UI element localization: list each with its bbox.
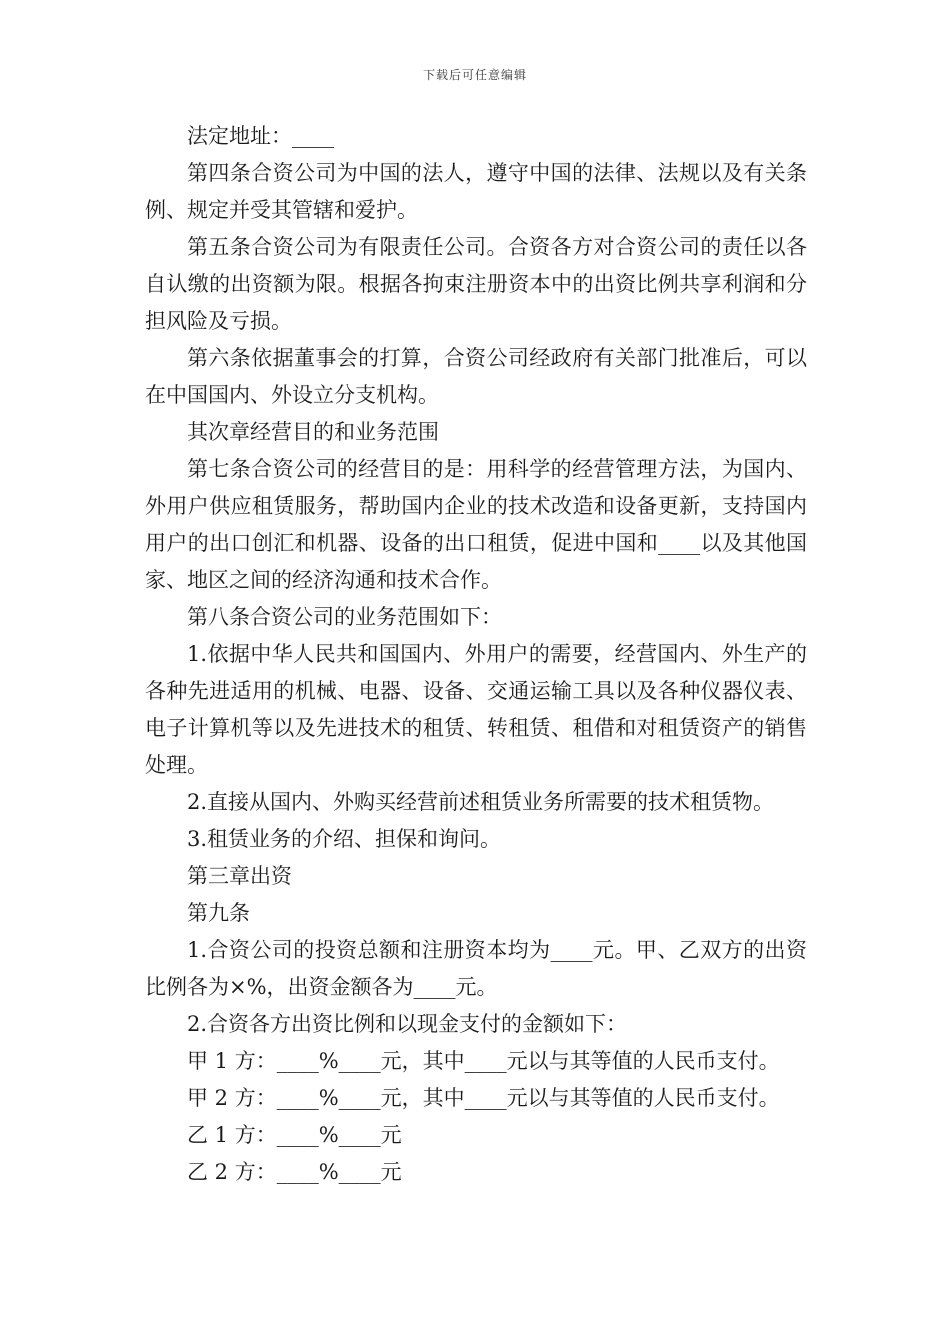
paragraph-article-8-item-1: 1.依据中华人民共和国国内、外用户的需要，经营国内、外生产的各种先进适用的机械、电器、设备、交通运输工具以及各种仪器仪表、电子计算机等以及先进技术的租赁、转租赁、租借和对租赁资产的销售处理。 — [145, 642, 807, 777]
paragraph-party-a1: 甲 1 方：____%____元，其中____元以与其等值的人民币支付。 — [187, 1049, 780, 1073]
chapter-heading-3: 第三章出资 — [187, 864, 292, 888]
paragraph-party-b1: 乙 1 方：____%____元 — [187, 1123, 402, 1147]
paragraph-article-8-item-3: 3.租赁业务的介绍、担保和询问。 — [187, 827, 502, 851]
paragraph-article-6: 第六条依据董事会的打算，合资公司经政府有关部门批准后，可以在中国国内、外设立分支机构。 — [145, 346, 807, 407]
document-body — [145, 118, 807, 1191]
paragraph-article-8: 第八条合资公司的业务范围如下： — [187, 605, 502, 629]
paragraph-article-8-item-2: 2.直接从国内、外购买经营前述租赁业务所需要的技术租赁物。 — [187, 790, 775, 814]
chapter-heading-2: 其次章经营目的和业务范围 — [187, 420, 439, 444]
paragraph-article-9: 第九条 — [187, 901, 250, 925]
page-header: 下载后可任意编辑 — [422, 68, 527, 82]
paragraph-article-5: 第五条合资公司为有限责任公司。合资各方对合资公司的责任以各自认缴的出资额为限。根据各拘束注册资本中的出资比例共享利润和分担风险及亏损。 — [145, 235, 807, 333]
paragraph-article-9-item-2: 2.合资各方出资比例和以现金支付的金额如下： — [187, 1012, 628, 1036]
paragraph-party-a2: 甲 2 方：____%____元，其中____元以与其等值的人民币支付。 — [187, 1086, 780, 1110]
paragraph-party-b2: 乙 2 方：____%____元 — [187, 1160, 402, 1184]
paragraph-article-9-item-1: 1.合资公司的投资总额和注册资本均为____元。甲、乙双方的出资比例各为×%，出资金额各为____元。 — [145, 938, 807, 999]
paragraph-legal-address: 法定地址：____ — [187, 124, 334, 148]
paragraph-article-7: 第七条合资公司的经营目的是：用科学的经营管理方法，为国内、外用户供应租赁服务，帮助国内企业的技术改造和设备更新，支持国内用户的出口创汇和机器、设备的出口租赁，促进中国和____以及其他国家、地区之间的经济沟通和技术合作。 — [145, 457, 807, 592]
paragraph-article-4: 第四条合资公司为中国的法人，遵守中国的法律、法规以及有关条例、规定并受其管辖和爱护。 — [145, 161, 807, 222]
